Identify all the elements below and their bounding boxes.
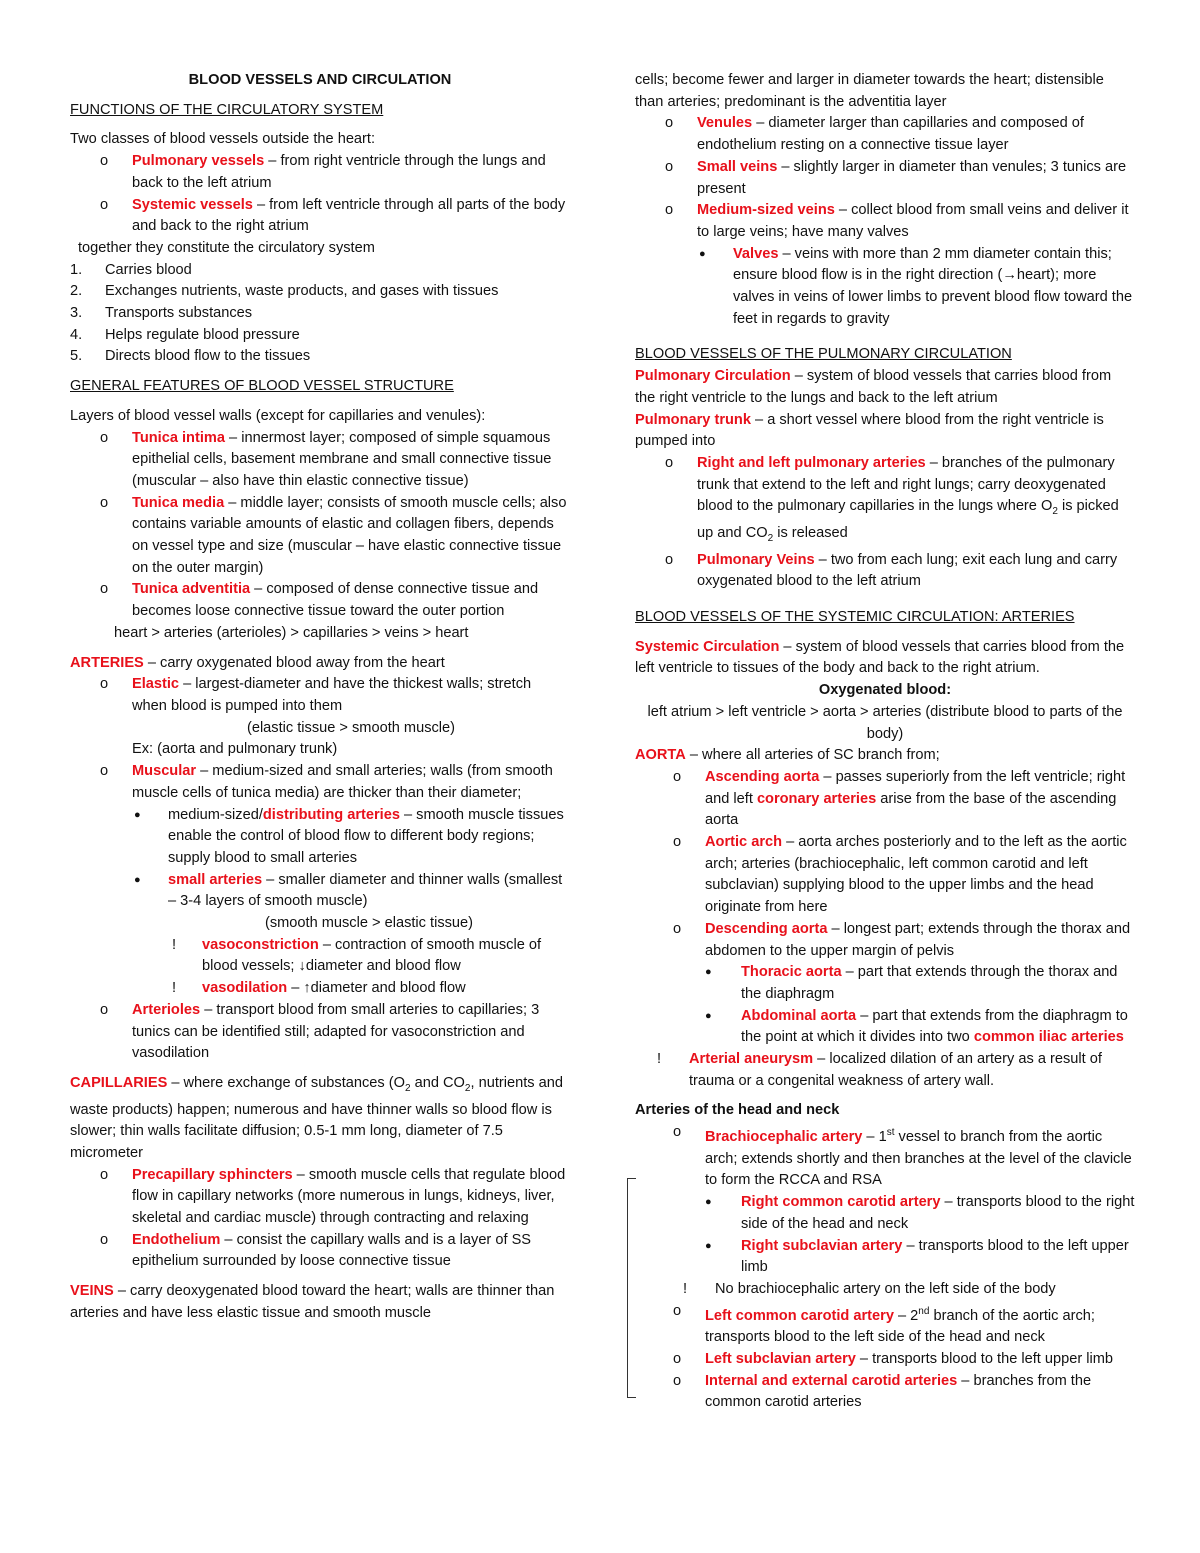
- list-item-abdominal-aorta: ● Abdominal aorta – part that extends from the diaphragm to the point at which it divides into two common iliac arteries: [705, 1007, 1128, 1046]
- elastic-note: (elastic tissue > smooth muscle): [246, 719, 456, 736]
- list-item-medium-veins: o Medium-sized veins – collect blood from small veins and deliver it to large veins; have many valves: [665, 202, 1129, 240]
- head-neck-heading: Arteries of the head and neck: [635, 1102, 840, 1119]
- section-heading-functions: FUNCTIONS OF THE CIRCULATORY SYSTEM: [70, 101, 384, 118]
- bracket-line: [627, 1178, 636, 1398]
- together-text: together they constitute the circulatory system: [78, 239, 375, 256]
- list-item-elastic: o Elastic – largest-diameter and have the thickest walls; stretch when blood is pumped into them: [100, 676, 532, 714]
- circle-bullet-icon: o: [665, 115, 674, 132]
- dot-bullet-icon: ●: [705, 1009, 712, 1022]
- arteries-paragraph: ARTERIES – carry oxygenated blood away from the heart: [70, 654, 445, 671]
- circle-bullet-icon: o: [673, 1124, 682, 1141]
- circle-bullet-icon: o: [665, 551, 674, 568]
- pulmonary-trunk-paragraph: Pulmonary trunk – a short vessel where blood from the right ventricle is pumped into: [635, 411, 1104, 450]
- list-item-lsa: o Left subclavian artery – transports blood to the left upper limb: [635, 1349, 1135, 1371]
- function-item: 2. Exchanges nutrients, waste products, and gases with tissues: [70, 283, 499, 300]
- dot-bullet-icon: ●: [705, 1239, 712, 1252]
- elastic-example: Ex: (aorta and pulmonary trunk): [132, 741, 338, 758]
- circle-bullet-icon: o: [100, 196, 109, 213]
- list-item-valves: ● Valves – veins with more than 2 mm diameter contain this; ensure blood flow is in the right direction (→heart); more valves in veins of lower limbs to prevent blood flow toward the feet in regards to gravity: [699, 245, 1133, 327]
- list-item-vasodilation: ! vasodilation – ↑diameter and blood flow: [70, 978, 570, 1000]
- circle-bullet-icon: o: [100, 153, 109, 170]
- list-item-pulmonary-vessels: o Pulmonary vessels – from right ventricle through the lungs and back to the left atrium: [100, 153, 546, 191]
- small-arteries-note: (smooth muscle > elastic tissue): [264, 915, 474, 932]
- section-heading-structure: GENERAL FEATURES OF BLOOD VESSEL STRUCTURE: [70, 378, 454, 395]
- list-item-tunica-intima: o Tunica intima – innermost layer; composed of simple squamous epithelial cells, basement membrane and small connective tissue (muscular – also have thin elastic connective tissue): [100, 429, 552, 489]
- circle-bullet-icon: o: [673, 920, 682, 937]
- list-item-arterial-aneurysm: ! Arterial aneurysm – localized dilation of an artery as a result of trauma or a congenital weakness of artery wall.: [657, 1051, 1102, 1089]
- list-item-muscular: o Muscular – medium-sized and small arteries; walls (from smooth muscle cells of tunica media) are thicker than their diameter;: [100, 763, 553, 801]
- list-item-small-arteries: ● small arteries – smaller diameter and thinner walls (smallest – 3-4 layers of smooth muscle): [134, 871, 563, 910]
- list-item-pulmonary-veins: o Pulmonary Veins – two from each lung; exit each lung and carry oxygenated blood to the left atrium: [665, 551, 1118, 590]
- list-item-tunica-media: o Tunica media – middle layer; consists of smooth muscle cells; also contains variable amounts of elastic and collagen fibers, depends on vessel type and size (muscular – have elastic connective tissue on the outer margin): [100, 494, 567, 576]
- function-item: 3. Transports substances: [70, 305, 253, 322]
- oxygenated-blood-title: Oxygenated blood:: [818, 682, 952, 699]
- list-item-vasoconstriction: ! vasoconstriction – contraction of smooth muscle of blood vessels; ↓diameter and blood flow: [172, 936, 542, 975]
- exclamation-icon: !: [172, 980, 177, 997]
- circle-bullet-icon: o: [673, 768, 682, 785]
- list-item-ascending-aorta: o Ascending aorta – passes superiorly from the left ventricle; right and left coronary arteries arise from the base of the ascending aorta: [673, 768, 1126, 829]
- aorta-paragraph: AORTA – where all arteries of SC branch from;: [635, 747, 940, 764]
- list-item-lcca: o Left common carotid artery – 2nd branch of the aortic arch; transports blood to the left side of the head and neck: [673, 1302, 1095, 1346]
- capillaries-paragraph: CAPILLARIES – where exchange of substances ($O_2$ and $CO_2$, nutrients and waste products) happen; numerous and have thinner walls so blood flow is slower; thin walls facilitate diffusion; 0.5-1 mm long, diameter of 7.5 micrometer: [70, 1074, 563, 1161]
- circle-bullet-icon: o: [673, 1372, 682, 1389]
- oxygenated-blood-path: left atrium > left ventricle > aorta > arteries (distribute blood to parts of the body): [647, 703, 1123, 742]
- function-item: 5. Directs blood flow to the tissues: [70, 348, 311, 365]
- list-item-no-brachiocephalic: ! No brachiocephalic artery on the left side of the body: [635, 1279, 1135, 1301]
- circle-bullet-icon: o: [100, 581, 109, 598]
- dot-bullet-icon: ●: [134, 808, 141, 821]
- list-item-venules: o Venules – diameter larger than capillaries and composed of endothelium resting on a connective tissue layer: [665, 115, 1084, 154]
- circle-bullet-icon: o: [100, 1001, 109, 1018]
- list-item-internal-external-carotid: o Internal and external carotid arteries – branches from the common carotid arteries: [673, 1372, 1092, 1411]
- list-item-aortic-arch: o Aortic arch – aorta arches posteriorly and to the left as the aortic arch; arteries (brachiocephalic, left common carotid and left subclavian) supplying blood to the upper limbs and the head originate from here: [673, 834, 1127, 916]
- circle-bullet-icon: o: [673, 834, 682, 851]
- list-item-endothelium: o Endothelium – consist the capillary walls and is a layer of SS epithelium surrounded by loose connective tissue: [100, 1231, 532, 1270]
- circle-bullet-icon: o: [673, 1350, 682, 1367]
- circle-bullet-icon: o: [100, 1231, 109, 1248]
- list-item-rcca: ● Right common carotid artery – transports blood to the right side of the head and neck: [705, 1194, 1135, 1232]
- right-column: [635, 70, 1135, 1414]
- exclamation-icon: !: [683, 1280, 688, 1297]
- function-item: 1. Carries blood: [70, 261, 192, 278]
- list-item-rsa: ● Right subclavian artery – transports blood to the left upper limb: [705, 1237, 1129, 1276]
- circle-bullet-icon: o: [100, 1166, 109, 1183]
- circle-bullet-icon: o: [665, 202, 674, 219]
- list-item-tunica-adventitia: o Tunica adventitia – composed of dense connective tissue and becomes loose connective tissue toward the outer portion: [100, 581, 539, 620]
- circle-bullet-icon: o: [100, 429, 109, 446]
- dot-bullet-icon: ●: [705, 966, 712, 979]
- list-item-distributing-arteries: ● medium-sized/distributing arteries – smooth muscle tissues enable the control of blood flow to different body regions; supply blood to small arteries: [134, 806, 564, 866]
- list-item-thoracic-aorta: ● Thoracic aorta – part that extends through the thorax and the diaphragm: [705, 964, 1118, 1002]
- list-item-descending-aorta: o Descending aorta – longest part; extends through the thorax and abdomen to the upper margin of pelvis: [673, 920, 1131, 959]
- circle-bullet-icon: o: [673, 1302, 682, 1319]
- list-item-systemic-vessels: o Systemic vessels – from left ventricle through all parts of the body and back to the right atrium: [100, 196, 566, 235]
- circle-bullet-icon: o: [100, 494, 109, 511]
- circle-bullet-icon: o: [665, 454, 674, 471]
- intro-text: Two classes of blood vessels outside the heart:: [70, 131, 376, 148]
- circle-bullet-icon: o: [100, 763, 109, 780]
- systemic-circulation-paragraph: Systemic Circulation – system of blood vessels that carries blood from the left ventricle to tissues of the body and back to the right atrium.: [635, 638, 1125, 677]
- section-heading-pulmonary: BLOOD VESSELS OF THE PULMONARY CIRCULATION: [635, 346, 1012, 363]
- dot-bullet-icon: ●: [134, 873, 141, 886]
- flow-sequence: heart > arteries (arterioles) > capillaries > veins > heart: [114, 624, 469, 641]
- list-item-precapillary-sphincters: o Precapillary sphincters – smooth muscle cells that regulate blood flow in capillary networks (more numerous in lungs, kidneys, liver, skeletal and cardiac muscle) through contracting and relaxing: [100, 1166, 566, 1227]
- list-item-small-veins: o Small veins – slightly larger in diameter than venules; 3 tunics are present: [665, 158, 1127, 197]
- section-heading-systemic: BLOOD VESSELS OF THE SYSTEMIC CIRCULATION: ARTERIES: [635, 608, 1075, 625]
- exclamation-icon: !: [657, 1051, 662, 1068]
- function-item: 4. Helps regulate blood pressure: [70, 326, 300, 343]
- circle-bullet-icon: o: [100, 676, 109, 693]
- veins-paragraph: VEINS – carry deoxygenated blood toward the heart; walls are thinner than arteries and have less elastic tissue and smooth muscle: [70, 1283, 555, 1321]
- list-item-arterioles: o Arterioles – transport blood from small arteries to capillaries; 3 tunics can be identified still; adapted for vasoconstriction and vasodilation: [100, 1001, 540, 1062]
- layers-intro: Layers of blood vessel walls (except for capillaries and venules):: [70, 407, 486, 424]
- list-item-pulmonary-arteries: o Right and left pulmonary arteries – branches of the pulmonary trunk that extend to the left and right lungs; carry deoxygenated blood to the pulmonary capillaries in the lungs where $O_2$ is picked up and $CO_2$ is released: [665, 454, 1119, 544]
- dot-bullet-icon: ●: [705, 1196, 712, 1209]
- list-item-brachiocephalic: o Brachiocephalic artery – 1st vessel to branch from the aortic arch; extends shortly and then branches at the level of the clavicle to form the RCCA and RSA: [673, 1124, 1132, 1189]
- dot-bullet-icon: ●: [699, 247, 706, 260]
- pulmonary-circulation-paragraph: Pulmonary Circulation – system of blood vessels that carries blood from the right ventricle to the lungs and back to the left atrium: [635, 368, 1112, 406]
- circle-bullet-icon: o: [665, 158, 674, 175]
- exclamation-icon: !: [172, 936, 177, 953]
- left-column: [70, 70, 570, 1325]
- veins-continued: cells; become fewer and larger in diameter towards the heart; distensible than arteries; predominant is the adventitia layer: [635, 72, 1104, 110]
- document-title: BLOOD VESSELS AND CIRCULATION: [188, 72, 452, 88]
